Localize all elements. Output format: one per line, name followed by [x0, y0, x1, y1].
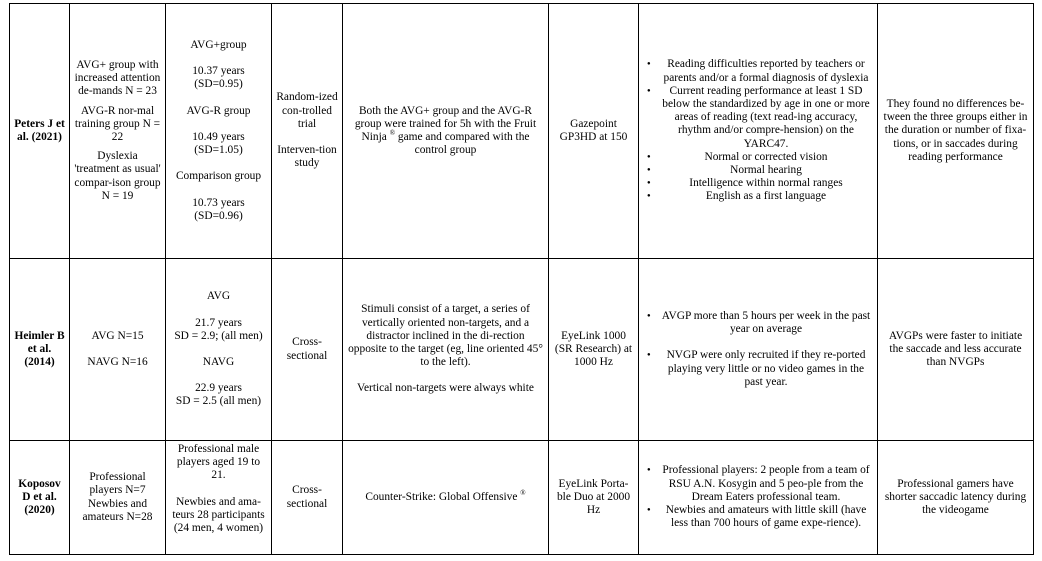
registered-mark: ®	[389, 129, 396, 138]
age-group-label: AVG-R group	[186, 104, 251, 117]
age-group-label: NAVG	[202, 356, 235, 368]
criteria-item: ● Intelligence within normal ranges	[643, 177, 873, 190]
age-text: Newbies and ama-teurs 28 participants (24 men, 4 women)	[172, 495, 265, 535]
results-cell: They found no differences be-tween the three groups either in the duration or number of fixa-tions, or in saccades during reading performance	[878, 4, 1034, 259]
group-text: AVG N=15	[91, 329, 144, 342]
table-row	[10, 441, 1034, 555]
table-row	[10, 259, 1034, 441]
task-text	[347, 491, 544, 504]
group-text: Professional players N=7	[89, 471, 146, 497]
criteria-cell	[639, 4, 878, 259]
age-value: 21.7 years	[195, 316, 242, 329]
age-sd: SD = 2.9; (all men)	[174, 329, 263, 342]
design-text: Random-ized con-trolled trial	[276, 91, 338, 130]
age-sd: (SD=1.05)	[194, 144, 243, 157]
age-value: 10.73 years	[192, 196, 245, 209]
results-cell: AVGPs were faster to initiate the saccade and less accurate than NVGPs	[878, 259, 1034, 441]
spacer	[643, 336, 873, 349]
groups-cell	[70, 259, 166, 441]
task-text: Vertical non-targets were always white	[357, 382, 534, 395]
groups-cell	[70, 441, 166, 555]
age-sd: SD = 2.5 (all men)	[175, 395, 262, 408]
criteria-item: ● Current reading performance at least 1 SD below the standardized by age in one or more areas of reading (text read-ing accuracy, rhythm and/or compre-hension) on the YARC47.	[643, 85, 873, 151]
criteria-item: ● Normal hearing	[643, 164, 873, 177]
results-cell: Professional gamers have shorter saccadic latency during the videogame	[878, 441, 1034, 555]
task-text-pre: Counter-Strike: Global Offensive	[365, 490, 518, 503]
task-cell	[343, 259, 549, 441]
age-group-label: AVG	[206, 290, 231, 303]
registered-mark: ®	[520, 489, 526, 498]
age-sd: (SD=0.95)	[194, 78, 243, 91]
design-cell: Cross-sectional	[272, 259, 343, 441]
group-text: AVG-R nor-mal training group N = 22	[74, 104, 161, 143]
eye-tracker-cell: Gazepoint GP3HD at 150	[549, 4, 639, 259]
criteria-cell	[639, 441, 878, 555]
groups-cell	[70, 4, 166, 259]
age-text: Professional male players aged 19 to 21.	[176, 443, 261, 482]
age-group-label: AVG+group	[190, 39, 247, 52]
task-text: Stimuli consist of a target, a series of vertically oriented non-targets, and a distractor inclined in the di-rection opposite to the target (eg, line oriented 45° to the left).	[348, 303, 543, 369]
studies-table	[9, 3, 1034, 555]
criteria-cell	[639, 259, 878, 441]
age-cell	[166, 259, 272, 441]
criteria-item: ● Reading difficulties reported by teachers or parents and/or a formal diagnosis of dyslexia	[643, 58, 873, 84]
group-text: Newbies and amateurs N=28	[82, 497, 153, 523]
design-cell: Cross-sectional	[272, 441, 343, 555]
eye-tracker-cell: EyeLink 1000 (SR Research) at 1000 Hz	[549, 259, 639, 441]
age-value: 22.9 years	[195, 382, 242, 395]
criteria-item: ● Newbies and amateurs with little skill (have less than 700 hours of game expe-rience).	[643, 504, 873, 530]
group-text: Dyslexia 'treatment as usual' compar-ison group N = 19	[74, 150, 161, 202]
criteria-item: ● NVGP were only recruited if they re-ported playing very little or no video games in the past year.	[643, 349, 873, 389]
age-group-label: Comparison group	[175, 170, 262, 183]
author-cell: Koposov D et al. (2020)	[10, 441, 70, 555]
task-text-post: game and compared with the control group	[397, 131, 530, 157]
task-cell	[343, 4, 549, 259]
age-cell	[166, 441, 272, 555]
criteria-item: ● Professional players: 2 people from a team of RSU A.N. Kosygin and 5 peo-ple from the Dream Eaters professional team.	[643, 464, 873, 504]
eye-tracker-cell: EyeLink Porta-ble Duo at 2000 Hz	[549, 441, 639, 555]
group-text: NAVG N=16	[87, 356, 148, 368]
design-cell	[272, 4, 343, 259]
task-text	[347, 105, 544, 158]
task-cell	[343, 441, 549, 555]
author-cell: Peters J et al. (2021)	[10, 4, 70, 259]
table-row	[10, 4, 1034, 259]
group-text: AVG+ group with increased attention de-mands N = 23	[74, 58, 161, 98]
criteria-item: ● Normal or corrected vision	[643, 151, 873, 164]
criteria-item: ● AVGP more than 5 hours per week in the past year on average	[643, 310, 873, 336]
task-text-pre: Both the AVG+ group and the AVG-R group were trained for 5h with the Fruit Ninja	[354, 104, 537, 143]
design-text: Interven-tion study	[277, 144, 337, 170]
age-value: 10.37 years	[192, 65, 245, 78]
criteria-item: ● English as a first language	[643, 190, 873, 203]
age-cell	[166, 4, 272, 259]
age-sd: (SD=0.96)	[194, 209, 243, 222]
author-cell: Heimler B et al. (2014)	[10, 259, 70, 441]
age-value: 10.49 years	[192, 130, 245, 143]
